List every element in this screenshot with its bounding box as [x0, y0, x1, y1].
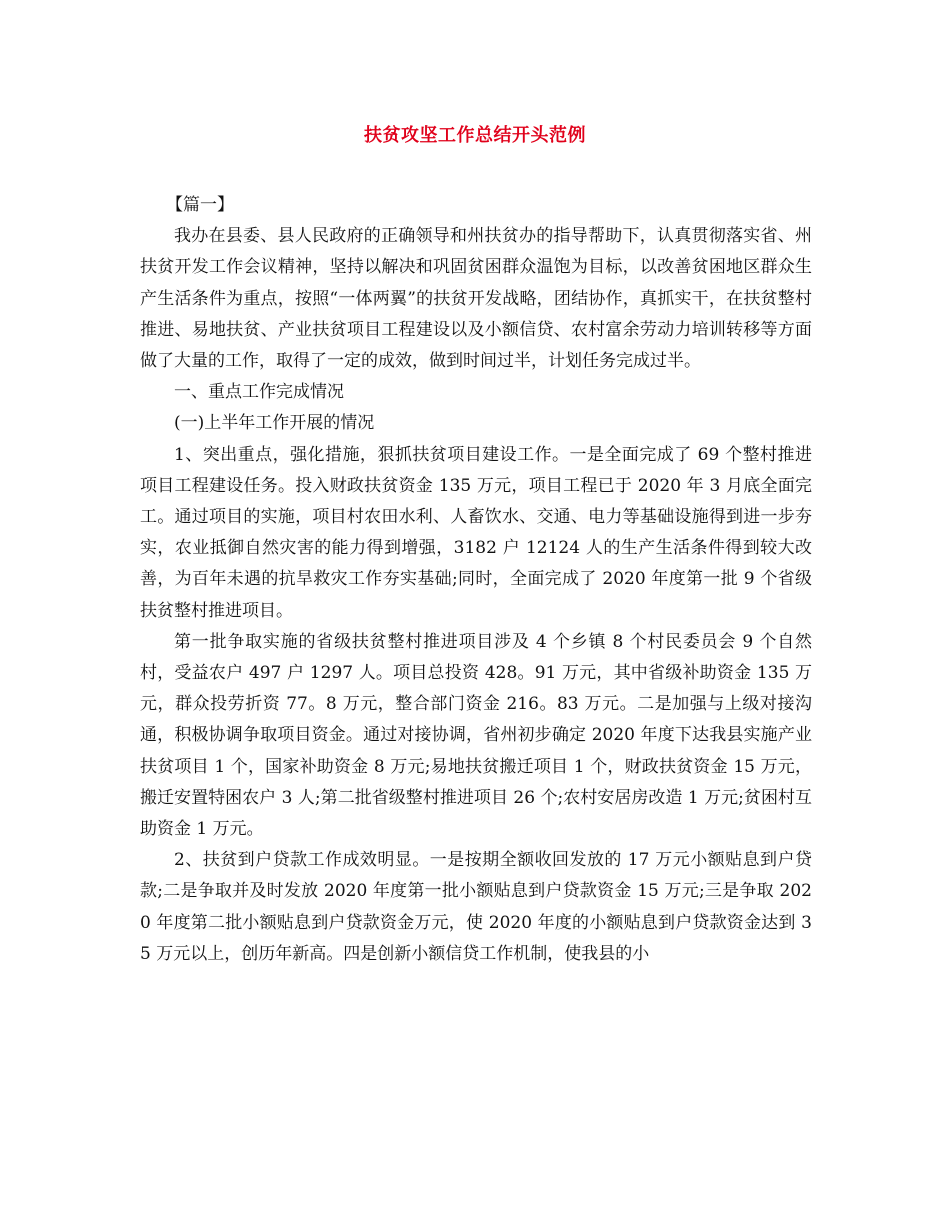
document-title: 扶贫攻坚工作总结开头范例: [364, 125, 586, 146]
intro-paragraph: 我办在县委、县人民政府的正确领导和州扶贫办的指导帮助下，认真贯彻落实省、州扶贫开发工作会议精神，坚持以解决和巩固贫困群众温饱为目标，以改善贫困地区群众生产生活条件为重点，按照“一体两翼”的扶贫开发战略，团结协作，真抓实干，在扶贫整村推进、易地扶贫、产业扶贫项目工程建设以及小额信贷、农村富余劳动力培训转移等方面做了大量的工作，取得了一定的成效，做到时间过半，计划任务完成过半。: [140, 226, 812, 372]
section-tag: 【篇一】: [166, 195, 234, 215]
subsection-heading: (一)上半年工作开展的情况: [174, 413, 375, 434]
body-paragraph: 1、突出重点，强化措施，狠抓扶贫项目建设工作。一是全面完成了 69 个整村推进项目工程建设任务。投入财政扶贫资金 135 万元，项目工程已于 2020 年 3 月底全面完工。通过项目的实施，项目村农田水利、人畜饮水、交通、电力等基础设施得到进一步夯实，农业抵御自然灾害的能力得到增强，3182 户 12124 人的生产生活条件得到较大改善，为百年未遇的抗旱救灾工作夯实基础;同时，全面完成了 2020 年度第一批 9 个省级扶贫整村推进项目。: [140, 444, 812, 621]
section-heading: 一、重点工作完成情况: [174, 382, 344, 403]
body-paragraph: 第一批争取实施的省级扶贫整村推进项目涉及 4 个乡镇 8 个村民委员会 9 个自然村，受益农户 497 户 1297 人。项目总投资 428。91 万元，其中省级补助资金 135 万元，群众投劳折资 77。8 万元，整合部门资金 216。83 万元。二是加强与上级对接沟通，积极协调争取项目资金。通过对接协调，省州初步确定 2020 年度下达我县实施产业扶贫项目 1 个，国家补助资金 8 万元;易地扶贫搬迁项目 1 个，财政扶贫资金 15 万元，搬迁安置特困农户 3 人;第二批省级整村推进项目 26 个;农村安居房改造 1 万元;贫困村互助资金 1 万元。: [140, 631, 812, 840]
document-body: [140, 190, 812, 970]
body-paragraph: 2、扶贫到户贷款工作成效明显。一是按期全额收回发放的 17 万元小额贴息到户贷款;二是争取并及时发放 2020 年度第一批小额贴息到户贷款资金 15 万元;三是争取 2020 年度第二批小额贴息到户贷款资金万元，使 2020 年度的小额贴息到户贷款资金达到 35 万元以上，创历年新高。四是创新小额信贷工作机制，使我县的小: [140, 850, 812, 964]
